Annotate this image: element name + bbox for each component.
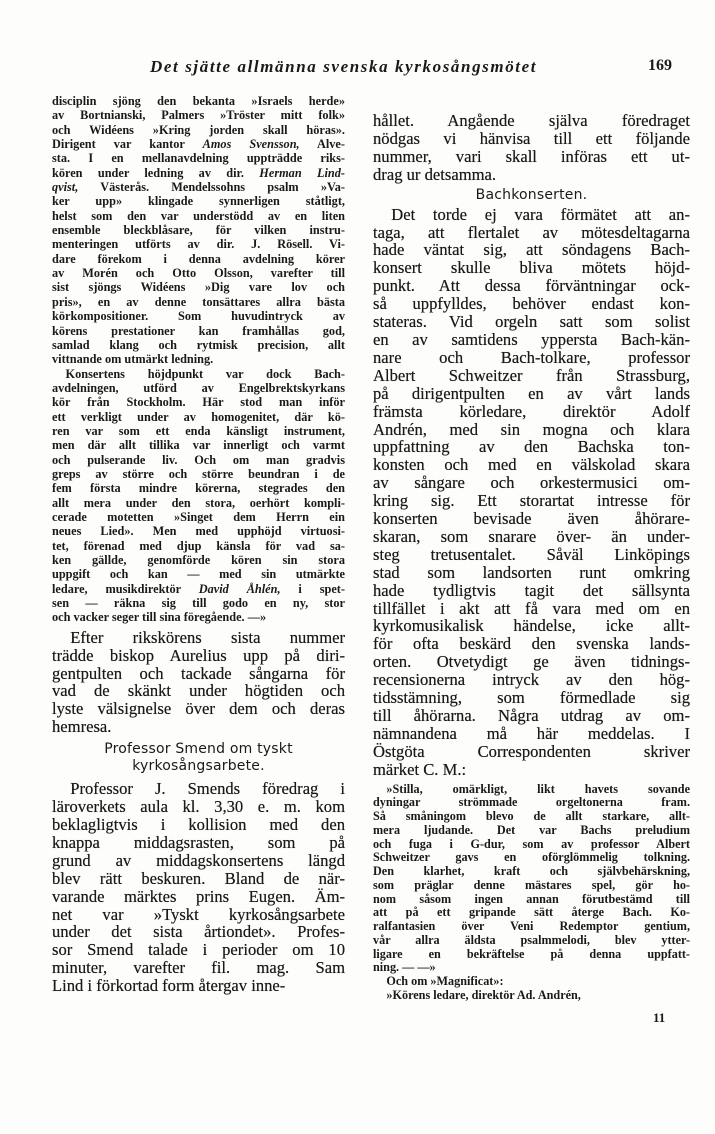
text-line: tillfället i akt att få vara med om en — [373, 598, 690, 618]
heading-line: kyrkosångsarbete. — [132, 758, 265, 775]
text-segment: Dirigent var kantor — [52, 137, 203, 152]
text-line: hemresa. — [52, 717, 112, 737]
text-line: av sångare och orkestermusici om- — [373, 473, 690, 493]
text-line: beklagligtvis i kollision med den — [52, 814, 345, 834]
text-segment: kören under ledning av dir. — [52, 165, 260, 180]
text-line: som präglar denne mästares spel, gör ho- — [373, 877, 690, 892]
text-line: helst som den var understödd av en liten — [52, 208, 345, 223]
text-line: tidsstämning, som förmedlade sig — [373, 688, 690, 708]
paragraph-bach-concert — [373, 206, 690, 779]
text-line: ligare en bekräftelse på denna uppfatt- — [373, 946, 690, 961]
text-line: uppgift och kan — med sin utmärkte — [52, 567, 345, 582]
text-line: körens prestationer kan framhållas god, — [52, 323, 345, 338]
text-line: så uppfylldes, behöver endast kon- — [373, 294, 690, 314]
section-heading-bachkonserten: Bachkonserten. — [475, 186, 588, 203]
text-line: vår allra äldsta psalmmelodi, blev ytter- — [373, 932, 690, 947]
text-line: grund av middagskonsertens längd — [52, 850, 345, 870]
text-line: ett verkligt under av homogenitet, där kö- — [52, 409, 345, 424]
text-segment: Alve- — [299, 137, 345, 152]
text-line: ralfantasien över Veni Redemptor gentium, — [373, 919, 690, 934]
text-line: cerade motetten »Singet dem Herrn ein — [52, 509, 345, 524]
section-heading-smend — [52, 741, 345, 775]
text-line: knappa middagsrasten, som på — [52, 832, 345, 852]
text-line: varande märktes prins Eugen. Äm- — [52, 886, 345, 906]
right-column — [373, 112, 690, 1003]
text-line: men där allt tillika var innerligt och varmt — [52, 438, 345, 453]
text-line: under det sista årtiondet». Profes- — [52, 922, 345, 942]
text-segment: ledare, musikdirektör — [52, 581, 199, 596]
text-line: Schweitzer gavs en oförglömmelig tolkning. — [373, 850, 690, 865]
text-line: allt mera under den stora, oerhört kompli- — [52, 495, 345, 510]
text-line: tet, förenad med djup känsla för vad sa- — [52, 538, 345, 553]
text-line: lyste välsignelse över dem och deras — [52, 699, 345, 719]
text-line: fem första mindre körerna, stegrades den — [52, 481, 345, 496]
text-line: kring sig. Ett storartat intresse för — [373, 491, 690, 511]
italic-name: Amos Svensson, — [202, 137, 300, 152]
text-line: ning. — —» — [373, 960, 436, 975]
text-line: vittnande om utmärkt ledning. — [52, 352, 214, 367]
text-line: en av samtidens yppersta Bach-kän- — [373, 329, 690, 349]
text-line: »Körens ledare, direktör Ad. Andrén, — [386, 987, 581, 1002]
text-line: trädde biskop Aurelius upp på diri- — [52, 645, 345, 665]
text-line: disciplin sjöng den bekanta »Israels herde» — [52, 94, 345, 108]
text-line: punkt. Att dessa förväntningar ock- — [373, 276, 690, 296]
paragraph-bishop-aurelius — [52, 629, 345, 736]
text-line: blev rätt beskuren. Bland de när- — [52, 868, 345, 888]
text-line: nare och Bach-tolkare, professor — [373, 347, 690, 367]
text-line: Efter rikskörens sista nummer — [70, 627, 345, 647]
text-line: konsten och med en välskolad skara — [373, 455, 690, 475]
text-line: konsert skulle bliva mötets höjd- — [373, 258, 690, 278]
running-title: Det sjätte allmänna svenska kyrkosångsmötet — [150, 57, 538, 76]
text-line: avdelningen, utförd av Engelbrektskyrkans — [52, 380, 345, 395]
text-line: och vacker seger till sina föregående. —» — [52, 610, 267, 625]
text-line: dyningar strömmade orgeltonerna fram. — [373, 795, 690, 810]
text-line: »Stilla, omärkligt, likt havets sovande — [386, 781, 690, 796]
text-line: att på ett gripande sätt återge Bach. Ko- — [373, 905, 690, 920]
text-line: kyrkomusikalisk händelse, icke allt- — [373, 616, 690, 636]
text-line: Andrén, med sin mogna och klara — [373, 419, 690, 439]
text-line: konserten bevisade även åhörare- — [373, 509, 690, 529]
text-line: vad de skänkt under högtiden och — [52, 681, 345, 701]
text-line: gentpulten och tackade sångarna för — [52, 663, 345, 683]
text-line: steg tretusentalet. Såväl Linköpings — [373, 544, 690, 564]
text-line: ker upp» klingade synnerligen ståtligt, — [52, 194, 345, 209]
text-line: Lind i förkortad form återgav inne- — [52, 976, 286, 996]
page-header — [150, 57, 680, 79]
text-line: recensionerna intryck av den hög- — [373, 670, 690, 690]
text-line — [52, 137, 345, 151]
page-number: 169 — [648, 57, 672, 74]
text-line: märket C. M.: — [373, 759, 467, 779]
paragraph-lecture-continued — [373, 112, 690, 184]
text-line: av Bortnianski, Palmers »Tröster mitt folk» — [52, 108, 345, 123]
text-line: taga, att flertalet av mötesdeltagarna — [373, 222, 690, 242]
text-line: menteringen utförts av dir. J. Rösell. Vi- — [52, 237, 345, 252]
text-line: Den klarhet, kraft och självbehärskning, — [373, 864, 690, 879]
text-line: nödgas vi hänvisa till ett följande — [373, 128, 690, 148]
text-line: körkompositioner. Som huvudintryck av — [52, 309, 345, 324]
text-line: Professor J. Smends föredrag i — [70, 779, 345, 799]
text-line: kör från Stockholm. Här stod man inför — [52, 395, 345, 410]
text-line — [52, 582, 345, 596]
text-line: ensemble bleckblåsare, för vilken instru- — [52, 223, 345, 238]
text-line: läroverkets aula kl. 3,30 e. m. kom — [52, 797, 345, 817]
text-line: net var »Tyskt kyrkosångsarbete — [52, 904, 345, 924]
text-line: Östgöta Correspondenten skriver — [373, 741, 690, 761]
italic-name: David Åhlén, — [198, 581, 281, 596]
text-line: av Morén och Otto Olsson, varefter till — [52, 266, 345, 281]
text-line: och pulserande liv. Och om man gradvis — [52, 452, 345, 467]
text-line: stad som landsorten runt omkring — [373, 562, 690, 582]
text-line — [52, 180, 345, 194]
signature-mark: 11 — [653, 1010, 666, 1025]
text-line: uppfattning av den Bachska ton- — [373, 437, 690, 457]
text-line: dare förekom i denna avdelning körer — [52, 251, 345, 266]
text-line: ren var som ett enda känsligt instrument, — [52, 423, 345, 438]
paragraph-magnificat-intro — [373, 975, 690, 989]
text-line: nummer, vari skall införas ett ut- — [373, 146, 690, 166]
text-line: Albert Schweitzer från Strassburg, — [373, 365, 690, 385]
text-line: sen — räkna sig till godo en ny, stor — [52, 596, 345, 611]
text-line: för ofta beskärd den svenska lands- — [373, 634, 690, 654]
italic-name: qvist, — [52, 180, 79, 195]
text-line — [52, 166, 345, 180]
text-line: minuter, varefter fil. mag. Sam — [52, 958, 345, 978]
text-line: hållet. Angående själva föredraget — [373, 111, 690, 130]
text-line: neues Lied». Men med upphöjd virtuosi- — [52, 524, 345, 539]
text-line: och Widéens »Kring jorden skall höras». — [52, 122, 345, 137]
text-segment: i spet- — [280, 581, 345, 596]
text-line: Så småningom blevo de allt starkare, allt- — [373, 809, 690, 824]
paragraph-choir-program — [52, 94, 345, 367]
text-line: nom såsom ingen annan förutbestämd till — [373, 891, 690, 906]
text-line: sta. I en mellanavdelning uppträdde riks- — [52, 151, 345, 166]
quote-ostgota-correspondenten — [373, 783, 690, 976]
heading-line: Professor Smend om tyskt — [104, 741, 293, 758]
text-line: mera ljudande. Det var Bachs preludium — [373, 822, 690, 837]
text-line: och fuga i G-dur, som av professor Albert — [373, 836, 690, 851]
text-line: hade väntat sig, att söndagens Bach- — [373, 240, 690, 260]
text-line: Det torde ej vara förmätet att an- — [391, 204, 690, 224]
text-line: Och om »Magnificat»: — [386, 974, 504, 989]
text-line: nämnandena må här meddelas. I — [373, 723, 690, 743]
text-line: pris», en av denne tonsättares allra bästa — [52, 294, 345, 309]
italic-name: Herman Lind- — [259, 165, 345, 180]
text-line: hade tydligtvis tagit det sällsynta — [373, 580, 690, 600]
paragraph-smend-lecture — [52, 780, 345, 995]
paragraph-bach-division — [52, 367, 345, 625]
text-line: drag ur detsamma. — [373, 164, 497, 184]
text-line: greps av större och större beundran i de — [52, 466, 345, 481]
text-line: till åhörarna. Några utdrag av om- — [373, 706, 690, 725]
text-line: på dirigentpulten en av vårt lands — [373, 383, 690, 403]
text-line: sor Smend talade i perioder om 10 — [52, 940, 345, 960]
text-line: orten. Otvetydigt ge även tidnings- — [373, 652, 690, 672]
text-line: främsta körledare, direktör Adolf — [373, 401, 690, 421]
text-segment: Västerås. Mendelssohns psalm »Va- — [78, 180, 345, 195]
text-line: ken gällde, genomförde kören sin stora — [52, 553, 345, 567]
quote-magnificat — [373, 989, 690, 1003]
text-line: sist sjöngs Widéens »Dig vare lov och — [52, 280, 345, 295]
text-line: Konsertens höjdpunkt var dock Bach- — [65, 366, 345, 381]
text-line: stateras. Vid orgeln satt som solist — [373, 312, 690, 332]
left-column — [52, 94, 345, 995]
text-line: skaran, som snarare över- än under- — [373, 526, 690, 546]
text-line: samlad klang och rytmisk precision, allt — [52, 337, 345, 352]
